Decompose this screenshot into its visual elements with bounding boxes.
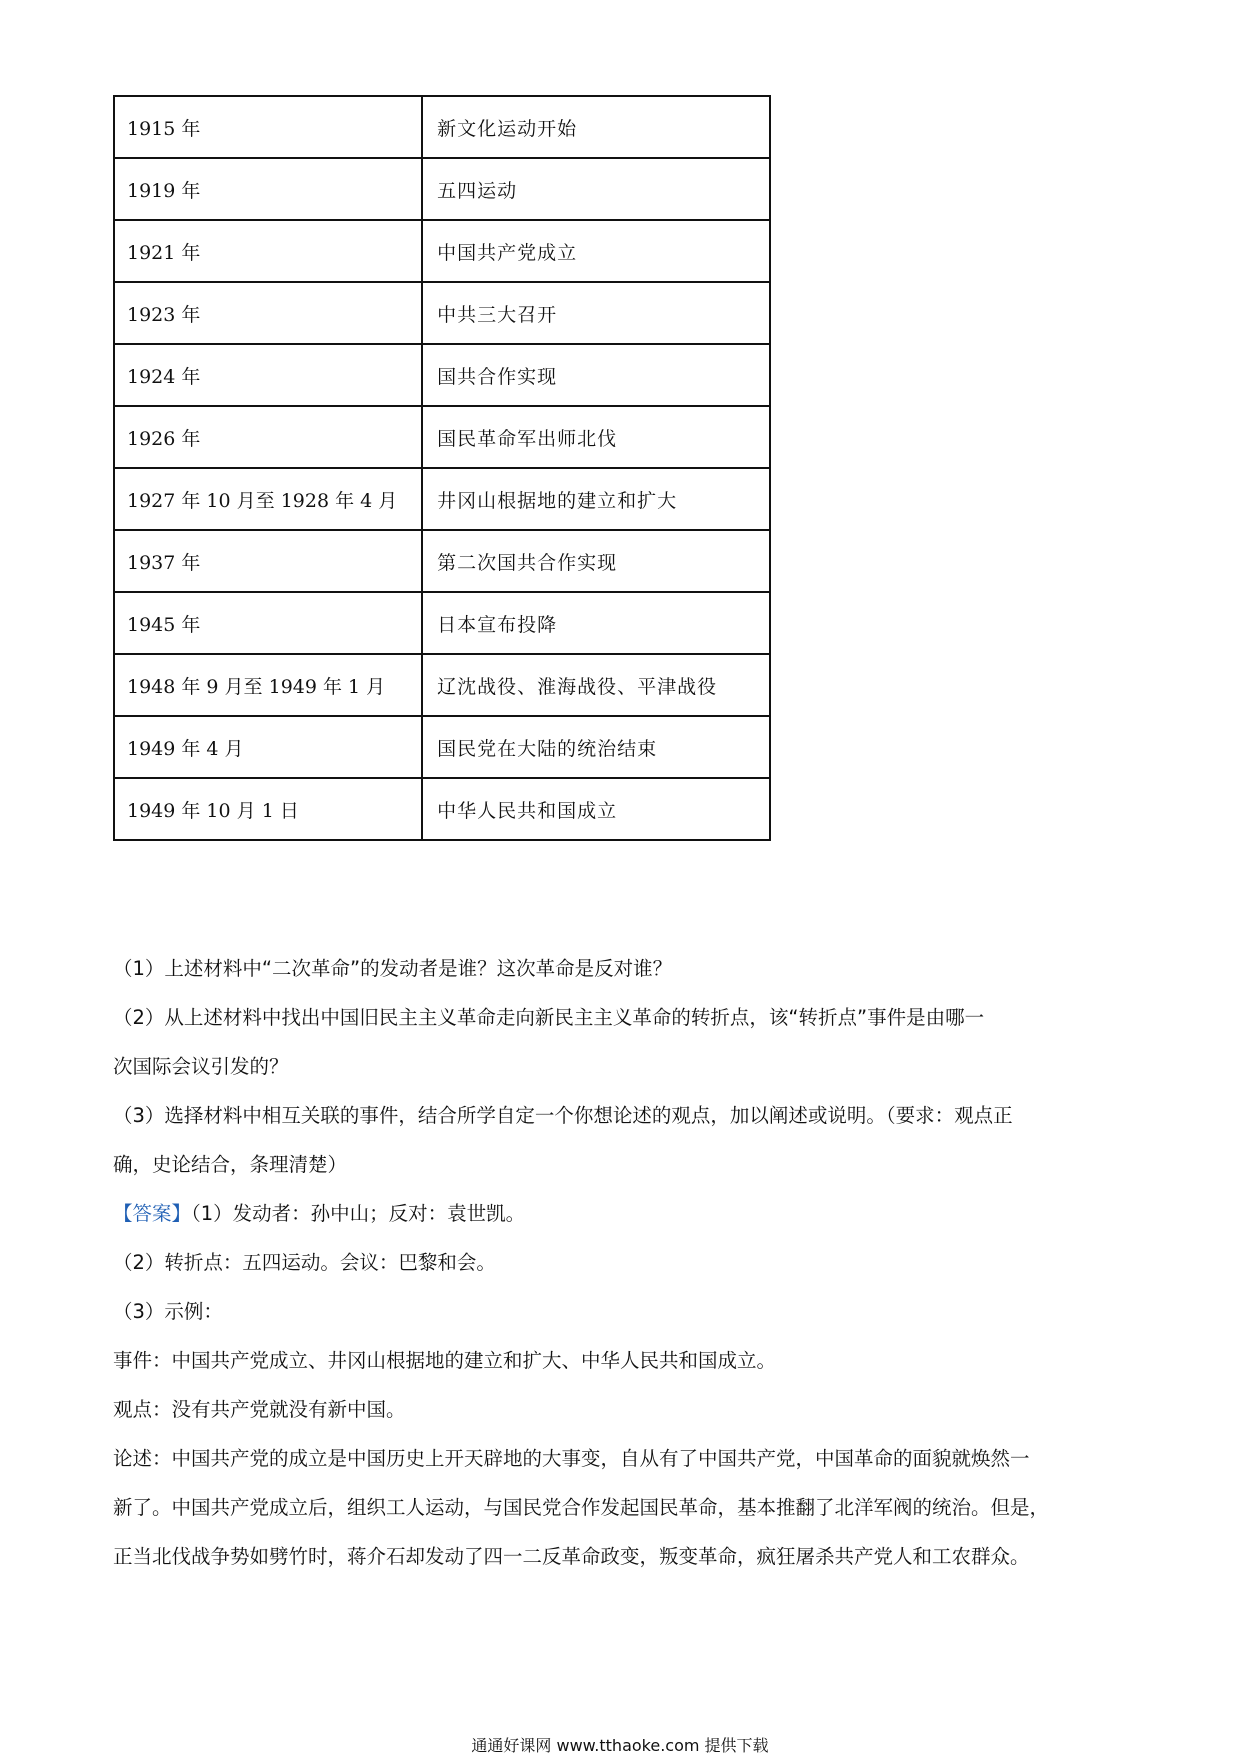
timeline-date: 1927 年 10 月至 1928 年 4 月 (114, 468, 422, 530)
timeline-event: 日本宣布投降 (422, 592, 770, 654)
timeline-row (114, 282, 770, 344)
timeline-date: 1948 年 9 月至 1949 年 1 月 (114, 654, 422, 716)
question-1: （1）上述材料中“二次革命”的发动者是谁？这次革命是反对谁？ (113, 957, 673, 980)
timeline-row (114, 778, 770, 840)
timeline-event: 中国共产党成立 (422, 220, 770, 282)
timeline-event: 新文化运动开始 (422, 96, 770, 158)
timeline-row (114, 96, 770, 158)
timeline-event: 国共合作实现 (422, 344, 770, 406)
timeline-row (114, 220, 770, 282)
timeline-event: 五四运动 (422, 158, 770, 220)
timeline-event: 井冈山根据地的建立和扩大 (422, 468, 770, 530)
timeline-event: 第二次国共合作实现 (422, 530, 770, 592)
question-2-line-1: （2）从上述材料中找出中国旧民主主义革命走向新民主主义革命的转折点，该“转折点”事件是由哪一 (113, 1006, 985, 1029)
answer-3: （3）示例： (113, 1300, 223, 1323)
timeline-event: 国民革命军出师北伐 (422, 406, 770, 468)
answer-viewpoint: 观点：没有共产党就没有新中国。 (113, 1398, 406, 1421)
answer-tag: 【答案】 (113, 1202, 192, 1225)
timeline-row (114, 158, 770, 220)
timeline-date: 1921 年 (114, 220, 422, 282)
timeline-row (114, 406, 770, 468)
timeline-row (114, 654, 770, 716)
question-3-line-1: （3）选择材料中相互关联的事件，结合所学自定一个你想论述的观点，加以阐述或说明。（要求：观点正 (113, 1104, 1013, 1127)
timeline-date: 1923 年 (114, 282, 422, 344)
answer-events: 事件：中国共产党成立、井冈山根据地的建立和扩大、中华人民共和国成立。 (113, 1349, 777, 1372)
timeline-body (114, 96, 770, 840)
timeline-table (113, 95, 771, 841)
timeline-date: 1949 年 10 月 1 日 (114, 778, 422, 840)
timeline-row (114, 592, 770, 654)
timeline-date: 1919 年 (114, 158, 422, 220)
question-answer-section (113, 944, 1128, 1581)
timeline-date: 1949 年 4 月 (114, 716, 422, 778)
page-footer: 通通好课网 www.tthaoke.com 提供下载 (471, 1736, 769, 1755)
timeline-row (114, 468, 770, 530)
timeline-row (114, 716, 770, 778)
answer-argument-line-2: 新了。中国共产党成立后，组织工人运动，与国民党合作发起国民革命，基本推翻了北洋军阀的统治。但是， (113, 1496, 1050, 1519)
answer-2: （2）转折点：五四运动。会议：巴黎和会。 (113, 1251, 496, 1274)
timeline-date: 1915 年 (114, 96, 422, 158)
timeline-event: 中华人民共和国成立 (422, 778, 770, 840)
timeline-row (114, 344, 770, 406)
timeline-row (114, 530, 770, 592)
timeline-event: 国民党在大陆的统治结束 (422, 716, 770, 778)
answer-1-text: （1）发动者：孙中山；反对：袁世凯。 (191, 1202, 526, 1225)
timeline-date: 1924 年 (114, 344, 422, 406)
timeline-event: 中共三大召开 (422, 282, 770, 344)
timeline-date: 1926 年 (114, 406, 422, 468)
answer-argument-line-1: 论述：中国共产党的成立是中国历史上开天辟地的大事变，自从有了中国共产党，中国革命的面貌就焕然一 (113, 1447, 1030, 1470)
timeline-date: 1945 年 (114, 592, 422, 654)
question-2-line-2: 次国际会议引发的？ (113, 1055, 289, 1078)
answer-argument-line-3: 正当北伐战争势如劈竹时，蒋介石却发动了四一二反革命政变，叛变革命，疯狂屠杀共产党人和工农群众。 (113, 1545, 1030, 1568)
question-3-line-2: 确，史论结合，条理清楚） (113, 1153, 348, 1176)
timeline-date: 1937 年 (114, 530, 422, 592)
answer-1 (113, 1189, 1128, 1238)
timeline-event: 辽沈战役、淮海战役、平津战役 (422, 654, 770, 716)
